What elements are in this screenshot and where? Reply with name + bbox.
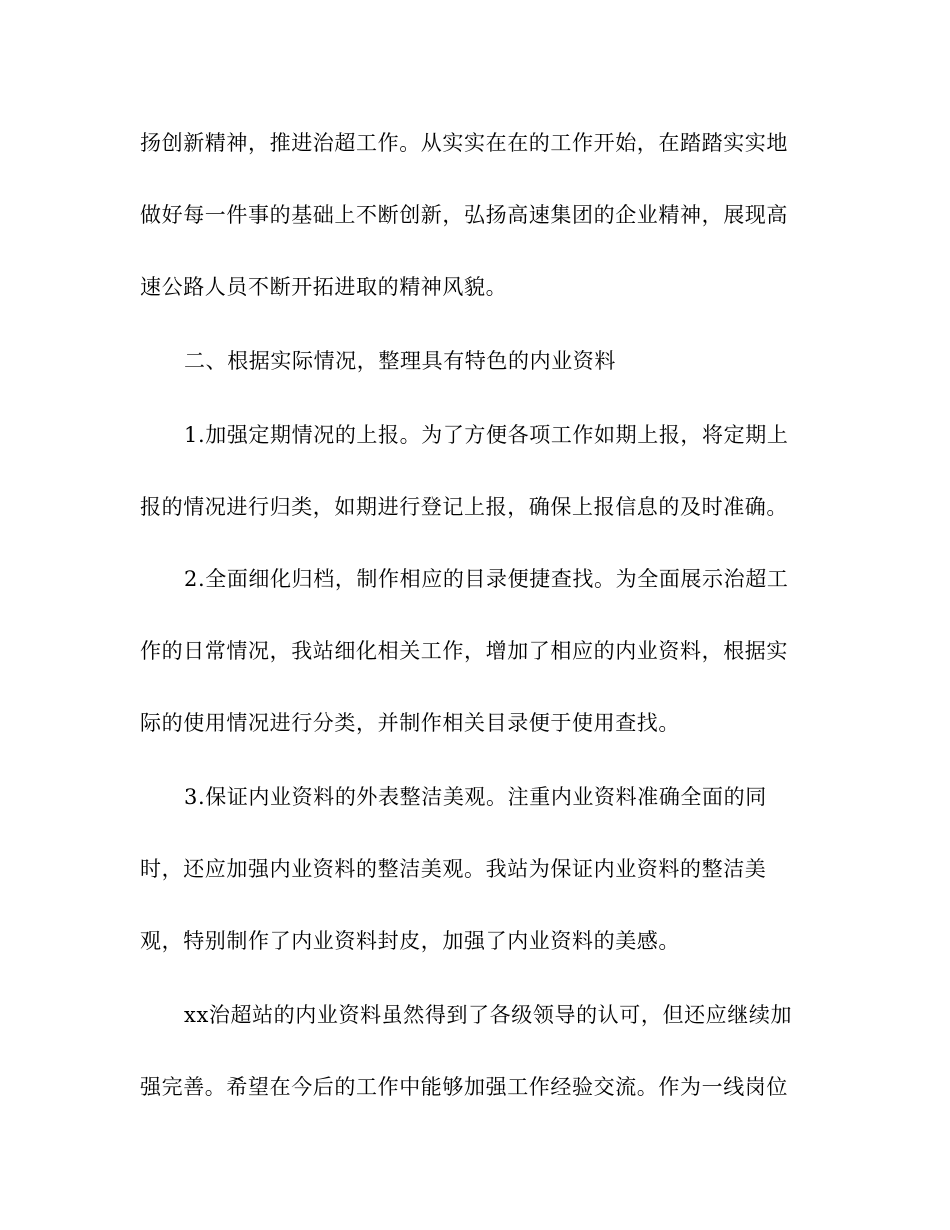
text-line: 强完善。希望在今后的工作中能够加强工作经验交流。作为一线岗位 — [140, 1075, 788, 1099]
text-line: 做好每一件事的基础上不断创新，弘扬高速集团的企业精神，展现高 — [140, 203, 788, 227]
section-heading: 二、根据实际情况，整理具有特色的内业资料 — [184, 349, 616, 373]
text-line: xx治超站的内业资料虽然得到了各级领导的认可，但还应继续加 — [184, 1003, 793, 1027]
text-line: 速公路人员不断开拓进取的精神风貌。 — [140, 275, 508, 299]
text-line: 作的日常情况，我站细化相关工作，增加了相应的内业资料，根据实 — [140, 639, 788, 663]
text-line: 扬创新精神，推进治超工作。从实实在在的工作开始，在踏踏实实地 — [140, 131, 788, 155]
text-line: 报的情况进行归类，如期进行登记上报，确保上报信息的及时准确。 — [140, 495, 788, 519]
text-line: 观，特别制作了内业资料封皮，加强了内业资料的美感。 — [140, 929, 680, 953]
text-line: 际的使用情况进行分类，并制作相关目录便于使用查找。 — [140, 711, 680, 735]
text-line: 时，还应加强内业资料的整洁美观。我站为保证内业资料的整洁美 — [140, 857, 767, 881]
text-line: 1.加强定期情况的上报。为了方便各项工作如期上报，将定期上 — [184, 423, 789, 447]
text-line: 3.保证内业资料的外表整洁美观。注重内业资料准确全面的同 — [184, 785, 767, 809]
text-line: 2.全面细化归档，制作相应的目录便捷查找。为全面展示治超工 — [184, 567, 789, 591]
